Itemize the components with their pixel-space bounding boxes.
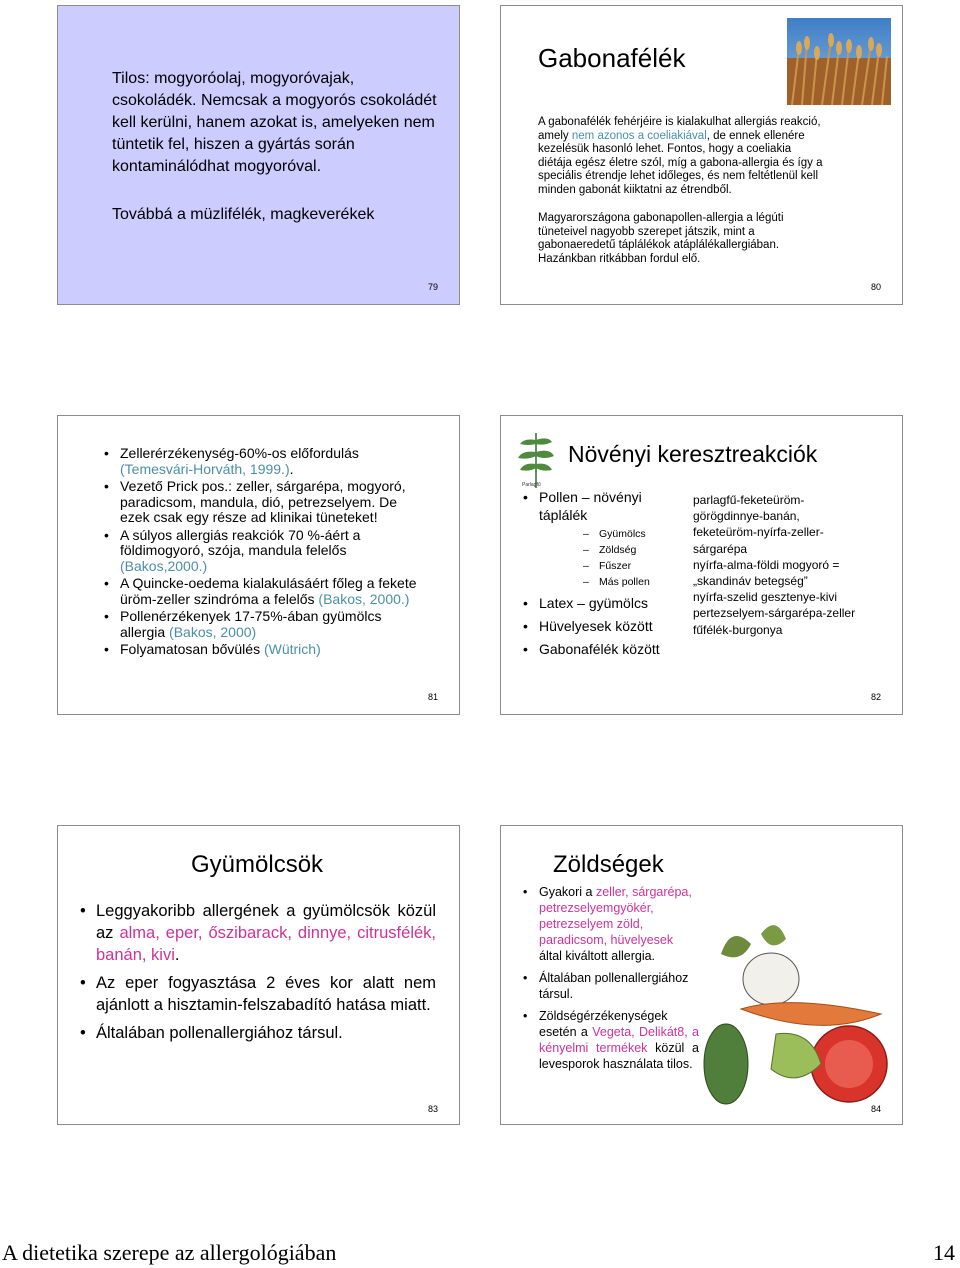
cross-reaction-line: nyírfa-alma-földi mogyoró = [693,557,840,572]
slide-title: Növényi keresztreakciók [568,441,818,467]
p1a: A gabonafélék fehérjéire is kialakulhat allergiás reakció, amely [538,116,821,142]
vegetables-illustration [701,914,896,1109]
page-number: 79 [428,282,439,292]
slide-84-list [519,884,699,1072]
slide-83 [57,825,460,1125]
slide-83-list [76,900,436,1044]
cross-reaction-line: parlagfű-feketeüröm- [693,493,805,507]
cross-reaction-line: görögdinnye-banán, [693,509,800,524]
b3c: közül a levesporok használata tilos. [539,1041,699,1071]
list-item [519,488,689,590]
b1a: Gyakori a [539,885,596,899]
slide-81 [57,415,460,715]
list-item [76,972,436,1016]
list-item [76,900,436,966]
item-text: A súlyos allergiás reakciók 70 %-áért a földimogyoró, szója, mandula felelős [120,526,361,558]
cross-reaction-line: nyírfa-szelid gesztenye-kivi [693,590,838,605]
item-citation: (Temesvári-Horváth, 1999.) [120,460,290,477]
page-number: 82 [871,692,882,702]
item-text: A Quincke-oedema kialakulásáért főleg a fekete üröm-zeller szindróma a felelős [120,575,417,607]
list-item [100,479,420,526]
item-text: Latex – gyümölcs [539,595,648,611]
b1b-highlight: alma, eper, őszibarack, dinnye, citrusfélék, banán, kivi [96,924,436,964]
item-citation: (Bakos, 2000.) [318,590,410,607]
item-text: Vezető Prick pos.: zeller, sárgarépa, mogyoró, paradicsom, mandula, dió, petrezselyem. De ezek csak egy része ad klinikai tüneteket! [120,478,406,525]
item-text: Gabonafélék között [539,641,660,657]
wheat-field-image [787,18,891,105]
slide-80-paragraph-2: Magyarországona gabonapollen-allergia a légúti tüneteivel nagyobb szerepet játszik, mint a gabonaeredetű táplálékok atáplálékallergiában. Hazánkban ritkábban fordul elő. [538,212,784,265]
page-number: 84 [871,1104,882,1114]
list-item [76,1022,436,1044]
b3: Általában pollenallergiához társul. [96,1024,343,1042]
p1c: , de ennek ellenére kezelésük hasonló lehet. Fontos, hogy a coeliakia diétája egész életre szól, míg a gabona-allergia és így a speciális étrendje lehet időleges, és nem feltétlenül kell minden gabonát kiiktatni az étrendből. [538,129,823,196]
b2: Az eper fogyasztása 2 éves kor alatt nem ajánlott a hisztamin-felszabadító hatása miatt. [96,974,436,1014]
slide-80-paragraph-1 [538,116,828,197]
list-item [519,594,689,612]
list-item [519,884,699,964]
slide-79 [57,5,460,305]
b3a: Zöldségérzékenységek esetén a [539,1009,668,1039]
sub-list-item: – Gyümölcs [579,526,689,542]
list-item [519,1008,699,1072]
b1a: Leggyakoribb allergének a gyümölcsök közül az [96,902,436,942]
cross-reaction-line: feketeüröm-nyírfa-zeller- [693,525,824,540]
item-text: Folyamatosan bővülés [120,641,264,657]
cross-reaction-line: fűfélék-burgonya [693,622,783,637]
item-text: Hüvelyesek között [539,618,653,634]
b3b-highlight: Vegeta, Delikát8, a kényelmi termékek [539,1025,699,1055]
item-text: Zellerérzékenység-60%-os előfordulás [120,445,359,461]
list-item [100,576,420,607]
slide-title: Zöldségek [553,851,664,878]
list-item [519,640,689,658]
sub-list-item: – Zöldség [579,542,689,558]
list-item [100,609,420,640]
slide-82-right-column [693,492,893,638]
slide-84 [500,825,903,1125]
cross-reaction-line: sárgarépa [693,541,748,556]
p1b-highlight: nem azonos a coeliakiával [571,129,707,142]
plant-label: Parlagfű [522,482,541,488]
b1c: által kiváltott allergia. [539,949,656,963]
ragweed-plant-image [516,428,556,490]
b1c: . [174,946,180,964]
slide-82-left-list [519,488,689,658]
footer-title: A dietetika szerepe az allergológiában [2,1240,337,1265]
sub-list [579,526,689,590]
slide-82 [500,415,903,715]
sub-list-item: – Fűszer [579,558,689,574]
page-number: 81 [428,692,439,702]
list-item [100,642,420,658]
page-number: 80 [871,282,882,292]
slide-80 [500,5,903,305]
slide-title: Gyümölcsök [191,851,324,878]
b1b-highlight: zeller, sárgarépa, petrezselyemgyökér, petrezselyem zöld, paradicsom, hüvelyesek [539,885,692,947]
list-item [519,617,689,635]
item-citation: (Bakos,2000.) [120,557,208,574]
slide-79-text2: Továbbá a müzlifélék, magkeverékek [112,206,375,223]
list-item [100,446,420,477]
sub-list-item: – Más pollen [579,574,689,590]
slide-title: Gabonafélék [538,43,686,73]
cross-reaction-line: „skandináv betegség” [693,574,808,589]
item-citation: (Bakos, 2000) [169,623,257,640]
item-suffix: . [289,460,294,477]
page-number: 83 [428,1104,439,1114]
slide-81-list [100,446,420,658]
slide-79-text: Tilos: mogyoróolaj, mogyoróvajak, csokoládék. Nemcsak a mogyorós csokoládét kell kerülni, hanem azokat is, amelyeken nem tüntetik fel, hiszen a gyártás során kontaminálódhat mogyoróval. [112,70,437,175]
list-item [100,528,420,575]
cross-reaction-line: pertezselyem-sárgarépa-zeller [693,606,856,621]
footer-page-number: 14 [933,1240,955,1265]
item-citation: (Wütrich) [263,641,321,657]
list-item [519,970,699,1002]
item-text: Pollen – növényi táplálék [539,489,642,523]
b2: Általában pollenallergiához társul. [539,971,689,1001]
item-text: Pollenérzékenyek 17-75%-ában gyümölcs allergia [120,608,382,640]
